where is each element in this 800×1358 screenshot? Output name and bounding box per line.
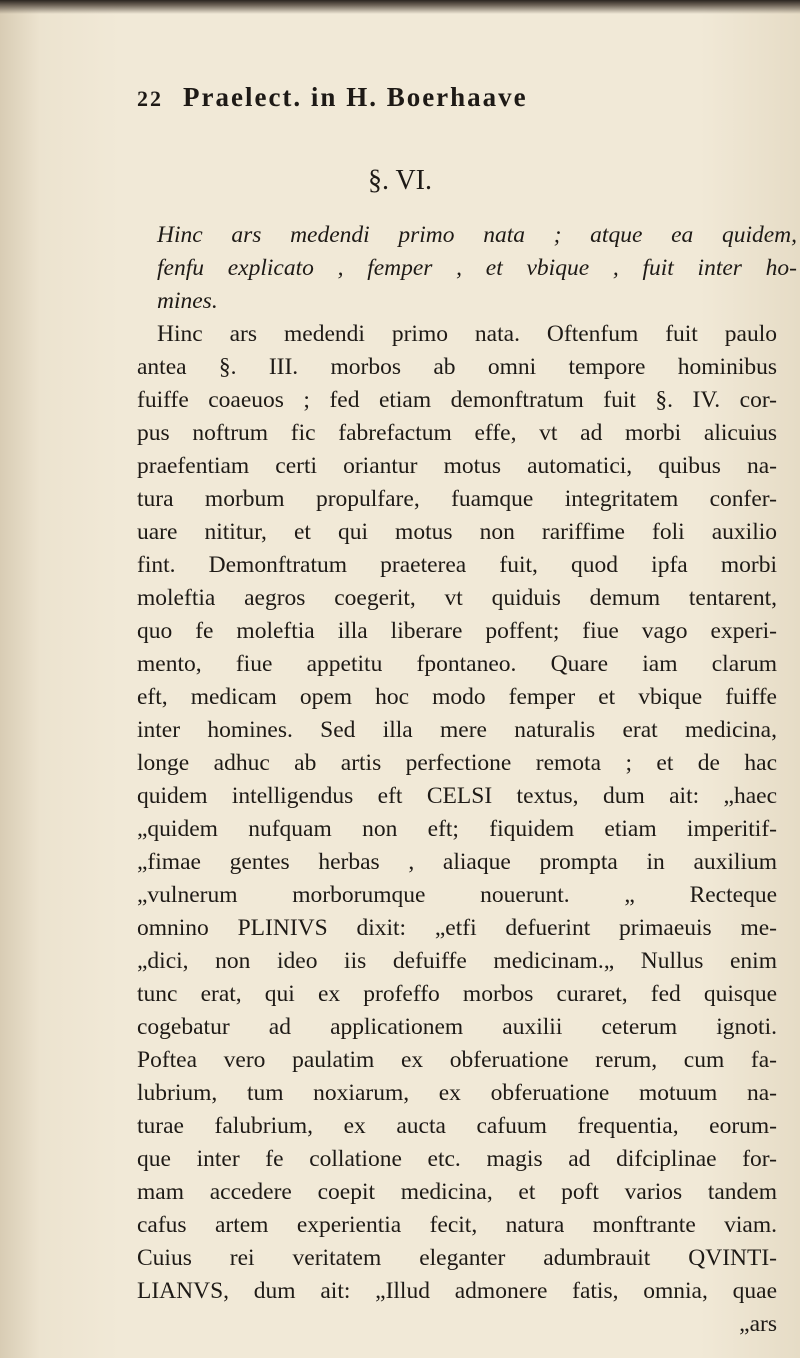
page-number: 22: [137, 86, 163, 111]
aphorism-line: Hinc ars medendi primo nata ; atque ea quidem,: [157, 222, 797, 248]
commentary-line: mento, fiue appetitu fpontaneo. Quare iam clarum: [137, 651, 777, 677]
commentary-line: antea §. III. morbos ab omni tempore hominibus: [137, 354, 777, 380]
commentary-text: [137, 318, 777, 1341]
commentary-line: „dici, non ideo iis defuiffe medicinam.„ Nullus enim: [137, 948, 777, 974]
commentary-line: „quidem nufquam non eft; fiquidem etiam imperitif-: [137, 816, 777, 842]
commentary-line: Poftea vero paulatim ex obferuatione rerum, cum fa-: [137, 1047, 777, 1073]
commentary-line: uare nititur, et qui motus non rariffime foli auxilio: [137, 519, 777, 545]
commentary-line: „vulnerum morborumque nouerunt. „ Recteque: [137, 882, 777, 908]
running-title: Praelect. in H. Boerhaave: [183, 82, 528, 112]
aphorism-line: fenfu explicato , femper , et vbique , fuit inter ho-: [157, 255, 797, 281]
section-heading: §. VI.: [367, 165, 433, 196]
commentary-line: pus noftrum fic fabrefactum effe, vt ad morbi alicuius: [137, 420, 777, 446]
commentary-line: cogebatur ad applicationem auxilii ceterum ignoti.: [137, 1014, 777, 1040]
commentary-line: eft, medicam opem hoc modo femper et vbique fuiffe: [137, 684, 777, 710]
running-head: [137, 82, 777, 118]
commentary-line: cafus artem experientia fecit, natura monftrante viam.: [137, 1212, 777, 1238]
commentary-line: praefentiam certi oriantur motus automatici, quibus na-: [137, 453, 777, 479]
commentary-line: quidem intelligendus eft CELSI textus, dum ait: „haec: [137, 783, 777, 809]
commentary-line: LIANVS, dum ait: „Illud admonere fatis, omnia, quae: [137, 1278, 777, 1304]
commentary-line: mam accedere coepit medicina, et poft varios tandem: [137, 1179, 777, 1205]
aphorism-line: mines.: [157, 288, 218, 314]
commentary-line: Cuius rei veritatem eleganter adumbrauit QVINTI-: [137, 1245, 777, 1271]
commentary-line: longe adhuc ab artis perfectione remota ; et de hac: [137, 750, 777, 776]
commentary-line: turae falubrium, ex aucta cafuum frequentia, eorum-: [137, 1113, 777, 1139]
commentary-line: Hinc ars medendi primo nata. Oftenfum fuit paulo: [157, 321, 777, 347]
commentary-line: tura morbum propulfare, fuamque integritatem confer-: [137, 486, 777, 512]
commentary-line: que inter fe collatione etc. magis ad difciplinae for-: [137, 1146, 777, 1172]
commentary-line: moleftia aegros coegerit, vt quiduis demum tentarent,: [137, 585, 777, 611]
commentary-line: tunc erat, qui ex profeffo morbos curaret, fed quisque: [137, 981, 777, 1007]
commentary-line: omnino PLINIVS dixit: „etfi defuerint primaeuis me-: [137, 915, 777, 941]
commentary-line: fint. Demonftratum praeterea fuit, quod ipfa morbi: [137, 552, 777, 578]
commentary-line: inter homines. Sed illa mere naturalis erat medicina,: [137, 717, 777, 743]
page-edge-shadow: [0, 0, 800, 14]
commentary-line: quo fe moleftia illa liberare poffent; fiue vago experi-: [137, 618, 777, 644]
commentary-line: „fimae gentes herbas , aliaque prompta in auxilium: [137, 849, 777, 875]
aphorism-text: [137, 219, 797, 318]
catchword: „ars: [739, 1311, 777, 1337]
commentary-line: fuiffe coaeuos ; fed etiam demonftratum fuit §. IV. cor-: [137, 387, 777, 413]
commentary-line: lubrium, tum noxiarum, ex obferuatione motuum na-: [137, 1080, 777, 1106]
